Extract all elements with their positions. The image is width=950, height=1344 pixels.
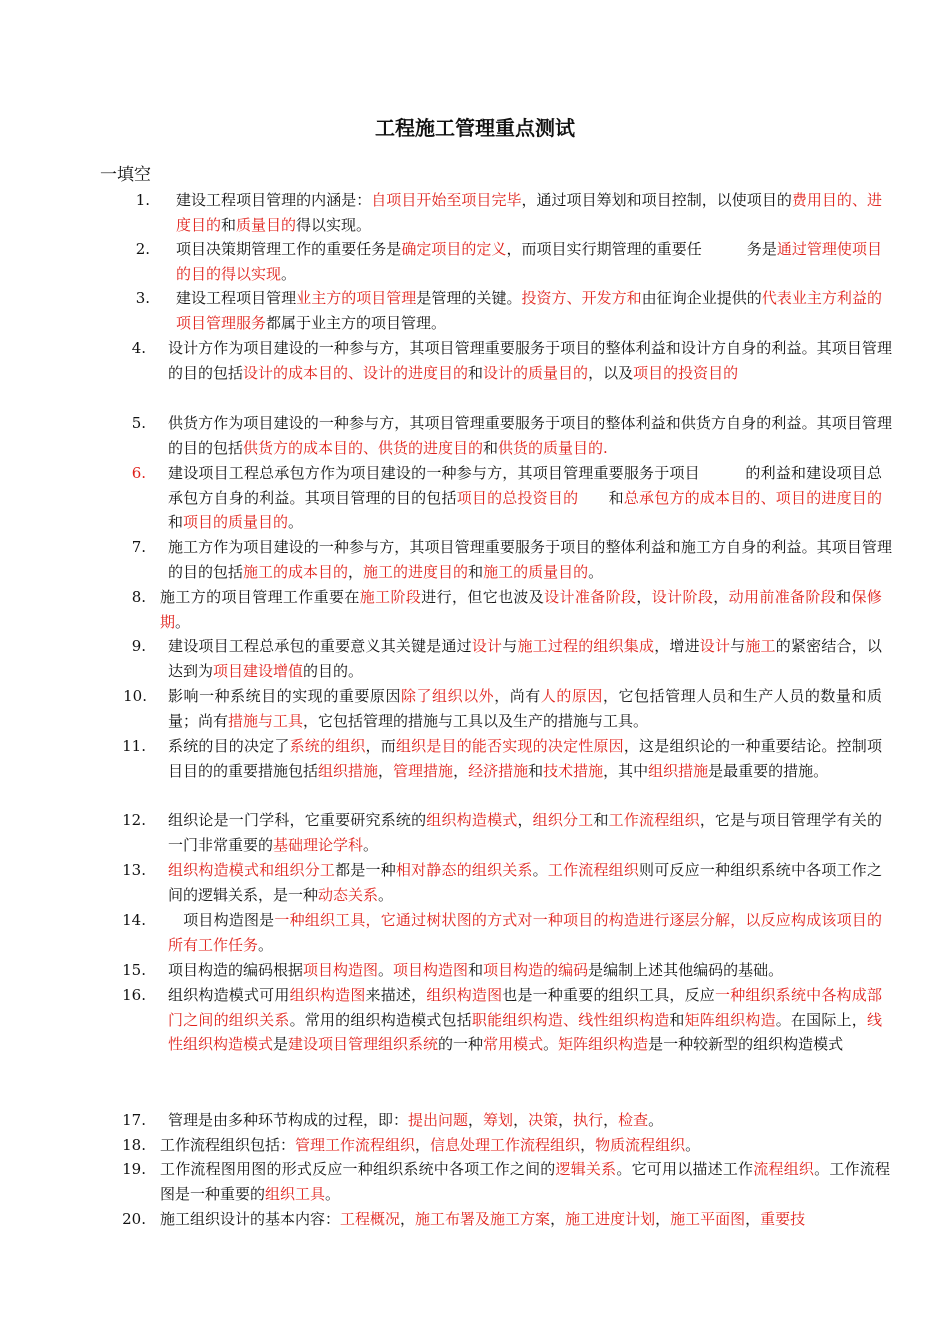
question-fragment: 。 <box>258 935 274 954</box>
answer-text: 措施与工具 <box>228 711 304 730</box>
question-fragment: 来描述， <box>365 986 427 1004</box>
question-fragment: ， <box>636 588 652 606</box>
question-fragment: 与 <box>502 637 518 655</box>
question-fragment: ，这是组织论的一种重要结论。控制项目目的的重要措施包括 <box>168 737 882 780</box>
question-fragment: ， <box>513 1111 529 1129</box>
answer-text: 设计 <box>471 637 503 655</box>
answer-text: 组织构造图 <box>426 986 503 1004</box>
page-title: 工程施工管理重点测试 <box>375 116 575 140</box>
question-number: 3. <box>135 289 150 307</box>
answer-text: 供货方的成本目的、供货的进度目的 <box>243 438 484 457</box>
answer-text: 保修期 <box>160 588 882 631</box>
answer-text: 矩阵组织构造 <box>684 1010 776 1029</box>
question-fragment: 。 <box>532 861 548 879</box>
question-fragment: ， <box>378 761 394 780</box>
answer-text: 除了组织以外 <box>400 687 495 705</box>
question-text <box>160 1207 882 1232</box>
answer-text: 施工的质量目的 <box>483 562 589 581</box>
answer-text: 设计准备阶段 <box>544 588 637 606</box>
question-fragment: ，其中 <box>603 761 649 780</box>
answer-text: 决策 <box>528 1111 559 1129</box>
answer-text: 物质流程组织 <box>595 1136 686 1154</box>
question-fragment: 的一种 <box>438 1035 484 1054</box>
question-fragment: 与 <box>730 637 746 655</box>
answer-text: 施工平面图 <box>670 1210 746 1228</box>
question-number: 2. <box>135 240 150 258</box>
answer-text: 确定项目的定义 <box>401 240 507 258</box>
answer-text: 动用前准备阶段 <box>728 588 837 606</box>
question-text <box>168 808 882 857</box>
answer-text: 工作流程组织 <box>547 861 640 879</box>
question-fragment: 也是一种重要的组织工具，反应 <box>502 986 715 1004</box>
question-number: 20. <box>122 1210 146 1228</box>
question-number: 5. <box>131 414 146 432</box>
question-text <box>168 734 882 783</box>
answer-text: 系统的组织 <box>289 737 366 755</box>
question-text <box>176 286 882 335</box>
question-fragment: 建设工程项目管理 <box>176 289 297 307</box>
question-fragment: 。 <box>588 562 604 581</box>
answer-text: 执行 <box>573 1111 604 1129</box>
answer-text: 建设项目管理组织系统 <box>288 1035 439 1054</box>
question-fragment: 。 <box>281 264 297 283</box>
answer-text: 组织是目的能否实现的决定性原因 <box>395 737 624 755</box>
question-fragment: ， <box>558 1111 574 1129</box>
question-fragment: ，而项目实行期管理的重要任 务是 <box>506 240 777 258</box>
question-text <box>168 411 892 460</box>
question-fragment: 。在国际上， <box>775 1010 867 1029</box>
question-text <box>176 188 882 237</box>
question-fragment: 。工作流程图是一种重要的 <box>160 1160 890 1203</box>
question-fragment: 是编制上述其他编码的基础。 <box>588 961 784 979</box>
answer-text: 技术措施 <box>543 761 604 780</box>
question-fragment: ， <box>580 1136 596 1154</box>
question-fragment: 和 <box>468 363 484 382</box>
question-fragment: 影响一种系统目的实现的重要原因 <box>168 687 401 705</box>
question-fragment: 是最重要的措施。 <box>708 761 829 780</box>
answer-text: 施工的进度目的 <box>363 562 469 581</box>
answer-text: 设计 <box>699 637 731 655</box>
answer-text: 代表业主方利益的项目管理服务 <box>176 289 882 332</box>
answer-text: 一种组织系统中各构成部门之间的组织关系 <box>168 986 882 1029</box>
question-number: 9. <box>131 637 146 655</box>
question-fragment: ， <box>603 1111 619 1129</box>
question-number: 7. <box>131 538 146 556</box>
answer-text: 组织分工 <box>532 811 594 829</box>
question-text <box>176 237 882 286</box>
question-fragment: 。 <box>175 612 191 631</box>
question-fragment: 施工方作为项目建设的一种参与方，其项目管理重要服务于项目的整体利益和施工方自身的利益。其项目管理的目的包括 <box>168 538 892 581</box>
answer-text: 项目构造图 <box>393 961 469 979</box>
question-fragment: 得以实现。 <box>296 215 372 234</box>
question-fragment: 和 <box>468 562 484 581</box>
question-fragment: 。 <box>685 1136 701 1154</box>
question-fragment: 。常用的组织构造模式包括 <box>289 1010 472 1029</box>
answer-text: 筹划 <box>483 1111 514 1129</box>
question-text <box>160 1133 882 1158</box>
question-number: 1. <box>135 191 150 209</box>
answer-text: 组织工具 <box>265 1184 326 1203</box>
answer-text: 提出问题 <box>408 1111 469 1129</box>
question-fragment: 由征询企业提供的 <box>641 289 762 307</box>
question-number: 10. <box>123 687 147 705</box>
answer-text: 矩阵组织构造 <box>558 1035 649 1054</box>
answer-text: 管理工作流程组织 <box>295 1136 416 1154</box>
answer-text: 质量目的 <box>236 215 297 234</box>
question-number: 11. <box>122 737 146 755</box>
answer-text: 常用模式 <box>483 1035 544 1054</box>
answer-text: 设计的质量目的 <box>483 363 589 382</box>
question-fragment: ， <box>400 1210 416 1228</box>
answer-text: 施工阶段 <box>359 588 422 606</box>
answer-text: 项目构造的编码 <box>483 961 589 979</box>
question-fragment: ，尚有 <box>494 687 541 705</box>
question-fragment: 和 <box>468 961 484 979</box>
answer-text: 动态关系 <box>318 885 379 904</box>
answer-text: 基础理论学科 <box>273 835 364 854</box>
question-number: 13. <box>122 861 146 879</box>
question-fragment: 是管理的关键。 <box>416 289 522 307</box>
question-fragment: ， <box>550 1210 566 1228</box>
answer-text: 施工布署及施工方案 <box>415 1210 551 1228</box>
question-fragment: ， <box>713 588 729 606</box>
question-fragment: ，它是与项目管理学有关的一门非常重要的 <box>168 811 882 854</box>
question-fragment: 建设项目工程总承包的重要意义其关键是通过 <box>168 637 472 655</box>
question-fragment: ， <box>655 1210 671 1228</box>
question-text <box>168 461 882 535</box>
question-number: 18. <box>122 1136 146 1154</box>
question-text <box>168 983 882 1057</box>
question-fragment: 。 <box>378 961 394 979</box>
question-fragment: 。 <box>363 835 379 854</box>
question-text <box>168 336 892 385</box>
question-fragment: ， <box>453 761 469 780</box>
answer-text: 职能组织构造、线性组织构造 <box>471 1010 670 1029</box>
answer-text: 工作流程组织 <box>608 811 700 829</box>
answer-text: 组织构造模式和组织分工 <box>168 861 336 879</box>
answer-text: 施工 <box>745 637 776 655</box>
answer-text: 项目的质量目的 <box>183 513 289 532</box>
question-fragment: 管理是由多种环节构成的过程，即： <box>168 1111 409 1129</box>
question-fragment: ，它包括管理人员和生产人员的数量和质量；尚有 <box>168 687 882 730</box>
question-number: 14. <box>122 911 146 929</box>
answer-text: 人的原因 <box>540 687 603 705</box>
question-number: 4. <box>131 339 146 357</box>
question-text <box>168 684 882 733</box>
question-fragment: 的目的。 <box>303 661 364 680</box>
question-fragment: 。 <box>543 1035 559 1054</box>
question-fragment: 。 <box>378 885 394 904</box>
answer-text: 项目的投资目的 <box>633 363 739 382</box>
question-fragment: 的紧密结合，以达到为 <box>168 637 882 680</box>
question-fragment: ， <box>745 1210 761 1228</box>
answer-text: 检查 <box>618 1111 649 1129</box>
question-fragment: 工作流程图用图的形式反应一种组织系统中各项工作之间的 <box>160 1160 556 1178</box>
answer-text: 工程概况 <box>340 1210 401 1228</box>
question-number: 8. <box>131 588 146 606</box>
question-fragment: 项目构造的编码根据 <box>168 961 304 979</box>
question-fragment: 供货方作为项目建设的一种参与方，其项目管理重要服务于项目的整体利益和供货方自身的利益。其项目管理的目的包括 <box>168 414 892 457</box>
question-fragment: 和 <box>669 1010 685 1029</box>
question-fragment: ，以及 <box>588 363 634 382</box>
answer-text: 经济措施 <box>468 761 529 780</box>
question-number: 19. <box>122 1160 146 1178</box>
question-fragment: 施工组织设计的基本内容： <box>160 1210 341 1228</box>
answer-text: 逻辑关系 <box>555 1160 617 1178</box>
question-fragment: ， <box>468 1111 484 1129</box>
question-text <box>168 958 882 983</box>
question-fragment: ，而 <box>365 737 396 755</box>
question-fragment: 工作流程组织包括： <box>160 1136 296 1154</box>
answer-text: 项目构造图 <box>303 961 379 979</box>
question-text <box>168 535 892 584</box>
question-fragment: 组织论是一门学科，它重要研究系统的 <box>168 811 427 829</box>
answer-text: 组织构造图 <box>289 986 366 1004</box>
question-number: 15. <box>122 961 146 979</box>
question-text <box>160 585 882 634</box>
question-fragment: 组织构造模式可用 <box>168 986 290 1004</box>
question-fragment: 和 <box>578 488 624 507</box>
answer-text: 流程组织 <box>753 1160 815 1178</box>
answer-text: 费用目的、进度目的 <box>176 191 882 234</box>
answer-text: 组织措施 <box>648 761 709 780</box>
answer-text: 组织措施 <box>318 761 379 780</box>
answer-text: 项目的总投资目的 <box>456 488 579 507</box>
answer-text: 重要技 <box>760 1210 806 1228</box>
question-fragment: 。 <box>325 1184 341 1203</box>
question-fragment: ， <box>348 562 364 581</box>
answer-text: 供货的质量目的. <box>498 438 608 457</box>
answer-text: 管理措施 <box>393 761 454 780</box>
question-number: 6. <box>131 464 146 482</box>
question-fragment: 建设工程项目管理的内涵是： <box>176 191 372 209</box>
question-fragment: 。 <box>648 1111 664 1129</box>
answer-text: 自项目开始至项目完毕 <box>371 191 522 209</box>
answer-text: 通过管理使项目的目的得以实现 <box>176 240 882 283</box>
question-fragment: 都是一种 <box>335 861 396 879</box>
question-fragment: 施工方的项目管理工作重要在 <box>160 588 360 606</box>
question-fragment: 都属于业主方的项目管理。 <box>266 313 447 332</box>
question-fragment: 和 <box>168 513 184 532</box>
question-fragment: ，通过项目筹划和项目控制，以使项目的 <box>521 191 792 209</box>
answer-text: 组织构造模式 <box>426 811 518 829</box>
answer-text: 投资方、开发方和 <box>521 289 642 307</box>
question-fragment: ，它包括管理的措施与工具以及生产的措施与工具。 <box>303 711 649 730</box>
question-fragment: 和 <box>836 588 852 606</box>
question-text <box>168 858 882 907</box>
question-fragment: 进行，但它也波及 <box>421 588 545 606</box>
question-fragment: 和 <box>528 761 544 780</box>
answer-text: 业主方的项目管理 <box>296 289 417 307</box>
question-fragment: 是一种较新型的组织构造模式 <box>648 1035 844 1054</box>
answer-text: 设计的成本目的、设计的进度目的 <box>243 363 469 382</box>
question-text <box>160 1157 890 1206</box>
question-fragment: 项目决策期管理工作的重要任务是 <box>176 240 402 258</box>
answer-text: 一种组织工具，它通过树状图的方式对一种项目的构造进行逐层分解，以反应构成该项目的所有工作任务 <box>168 911 882 954</box>
question-fragment: 是 <box>273 1035 289 1054</box>
answer-text: 总承包方的成本目的、项目的进度目的 <box>623 488 882 507</box>
question-fragment: ，增进 <box>654 637 700 655</box>
answer-text: 信息处理工作流程组织 <box>430 1136 581 1154</box>
question-fragment: ， <box>415 1136 431 1154</box>
question-text <box>168 1108 882 1133</box>
question-fragment: ， <box>517 811 533 829</box>
answer-text: 施工过程的组织集成 <box>517 637 655 655</box>
question-number: 16. <box>122 986 146 1004</box>
question-fragment: 则可反应一种组织系统中各项工作之间的逻辑关系，是一种 <box>168 861 882 904</box>
question-fragment: 和 <box>593 811 609 829</box>
question-fragment: 系统的目的决定了 <box>168 737 290 755</box>
answer-text: 线性组织构造模式 <box>168 1010 882 1054</box>
question-text <box>168 908 882 957</box>
question-number: 17. <box>122 1111 146 1129</box>
question-fragment: 建设项目工程总承包方作为项目建设的一种参与方，其项目管理重要服务于项目 的利益和建设项目总承包方自身的利益。其项目管理的目的包括 <box>168 464 882 507</box>
question-fragment: 。 <box>288 513 304 532</box>
answer-text: 相对静态的组织关系 <box>395 861 533 879</box>
answer-text: 设计阶段 <box>651 588 714 606</box>
question-fragment: 设计方作为项目建设的一种参与方，其项目管理重要服务于项目的整体利益和设计方自身的利益。其项目管理的目的包括 <box>168 339 892 382</box>
question-number: 12. <box>122 811 146 829</box>
question-fragment: 。它可用以描述工作 <box>616 1160 754 1178</box>
question-fragment: 和 <box>483 438 499 457</box>
question-fragment: 项目构造图是 <box>168 911 275 929</box>
answer-text: 项目建设增值 <box>213 661 304 680</box>
question-text <box>168 634 882 683</box>
answer-text: 施工进度计划 <box>565 1210 656 1228</box>
section-heading: 一填空 <box>100 165 151 185</box>
answer-text: 施工的成本目的 <box>243 562 349 581</box>
question-fragment: 和 <box>221 215 237 234</box>
